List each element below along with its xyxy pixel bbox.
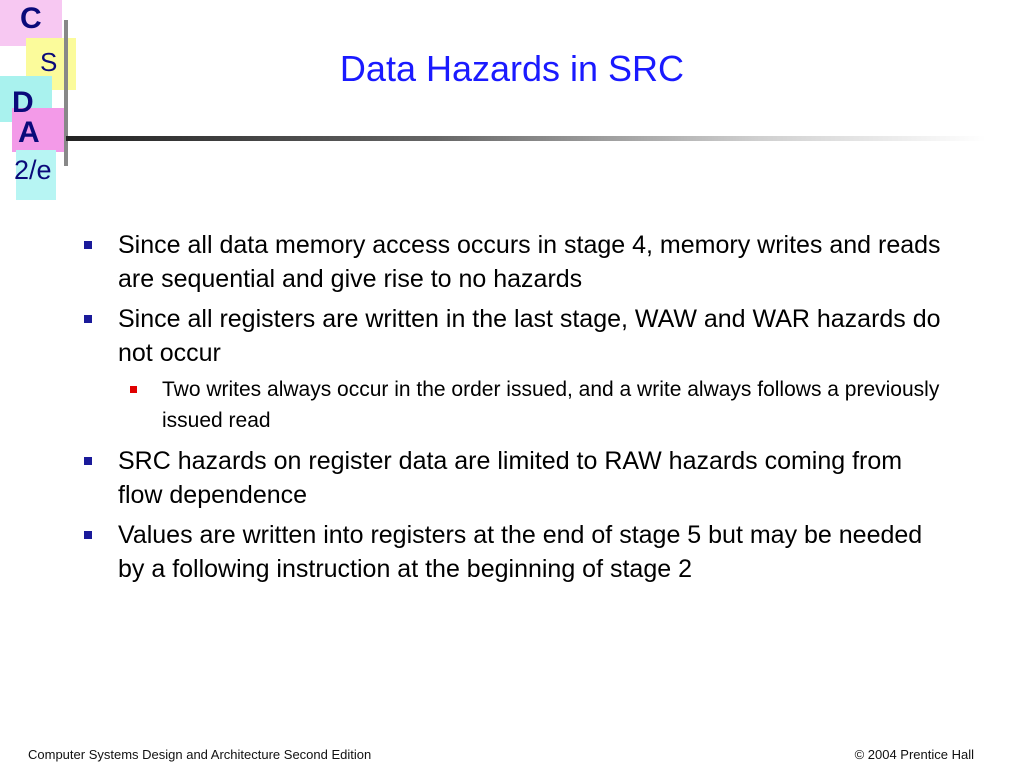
- logo-letter-d: D: [12, 86, 34, 119]
- bullet-item: [84, 228, 944, 296]
- footer-book-title: Computer Systems Design and Architecture Second Edition: [28, 747, 372, 762]
- bullet-item: [84, 518, 944, 586]
- footer-copyright: © 2004 Prentice Hall: [854, 747, 974, 762]
- bullet-text: Since all registers are written in the last stage, WAW and WAR hazards do not occur: [118, 305, 941, 367]
- square-bullet-icon: [84, 315, 92, 323]
- logo-letter-s: S: [40, 47, 58, 77]
- sub-bullet-text: Two writes always occur in the order issued, and a write always follows a previously issued read: [162, 378, 940, 432]
- bullet-list: [84, 228, 944, 592]
- square-bullet-icon: [84, 241, 92, 249]
- bullet-item: [84, 444, 944, 512]
- logo-edition: 2/e: [14, 155, 52, 185]
- title-divider: [66, 136, 986, 141]
- logo-letter-c: C: [20, 2, 42, 35]
- bullet-item: [84, 302, 944, 370]
- bullet-text: Values are written into registers at the end of stage 5 but may be needed by a following instruction at the beginning of stage 2: [118, 521, 923, 583]
- square-bullet-icon: [84, 531, 92, 539]
- bullet-text: Since all data memory access occurs in stage 4, memory writes and reads are sequential and give rise to no hazards: [118, 231, 941, 293]
- bullet-text: SRC hazards on register data are limited to RAW hazards coming from flow dependence: [118, 447, 903, 509]
- slide-title: Data Hazards in SRC: [339, 48, 685, 89]
- sub-bullet-item: [84, 374, 944, 436]
- square-bullet-icon: [84, 457, 92, 465]
- red-square-bullet-icon: [130, 386, 137, 393]
- csda-logo: [0, 0, 90, 210]
- logo-vertical-bar: [64, 20, 68, 166]
- logo-letter-a: A: [18, 116, 40, 149]
